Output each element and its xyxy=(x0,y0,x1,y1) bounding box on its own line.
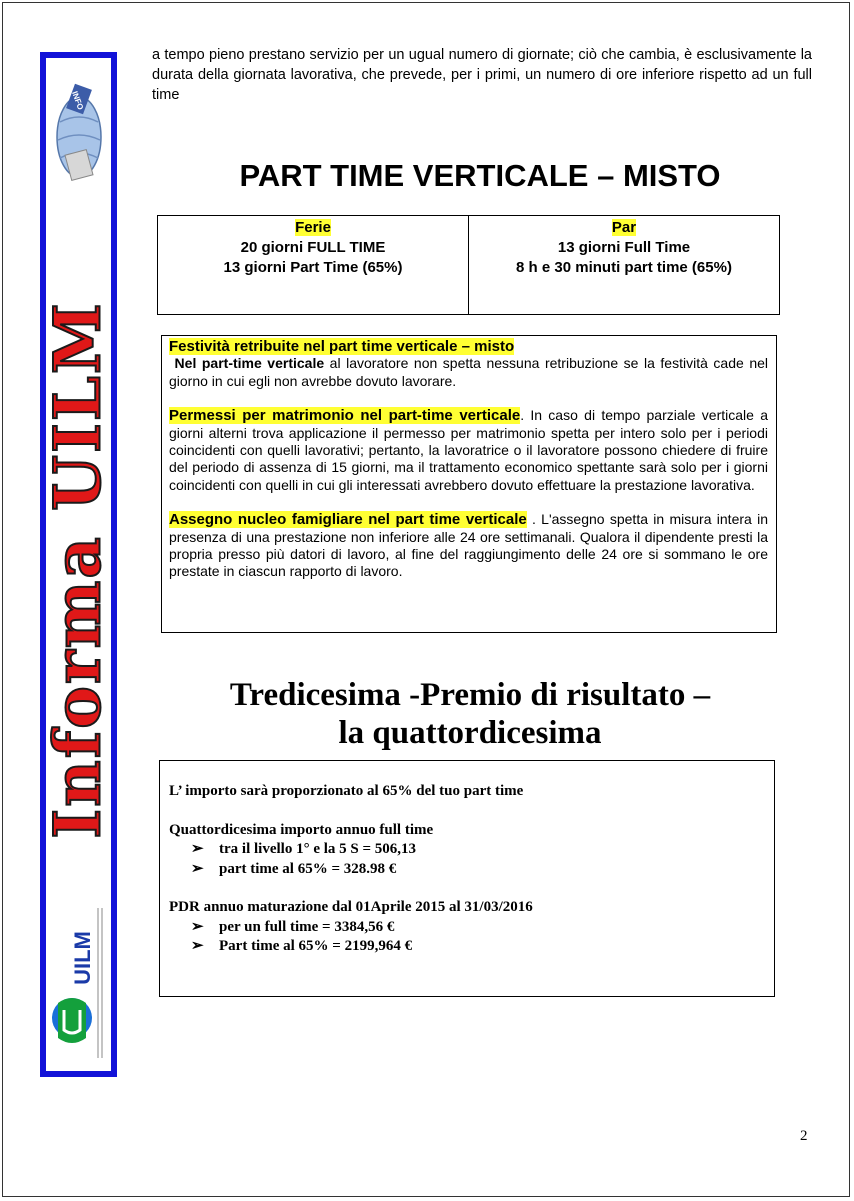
uilm-logo-icon xyxy=(50,898,108,1068)
assegno-paragraph xyxy=(169,511,768,581)
list-item-text: part time al 65% = 328.98 € xyxy=(219,860,397,877)
permessi-heading: Permessi per matrimonio nel part-time verticale xyxy=(169,407,521,425)
intro-paragraph: a tempo pieno prestano servizio per un ugual numero di giornate; ciò che cambia, è esclusivamente la durata della giornata lavorativa, che prevede, per i primi, un numero di ore inferiore rispetto ad un full time xyxy=(152,47,812,103)
section-title-part-time: PART TIME VERTICALE – MISTO xyxy=(239,158,721,193)
ferie-header: Ferie xyxy=(295,219,331,236)
par-line: 13 giorni Full Time xyxy=(557,239,691,256)
assegno-heading: Assegno nucleo famigliare nel part time verticale xyxy=(169,511,527,529)
sidebar-vertical-text: Informa UILM xyxy=(40,301,116,839)
sidebar-banner xyxy=(40,52,117,1077)
section-title-tredicesima xyxy=(160,676,780,752)
uilm-logo-text: UILM xyxy=(70,931,95,985)
list-item xyxy=(169,840,774,860)
ferie-line: 20 giorni FULL TIME xyxy=(240,239,386,256)
festivita-paragraph xyxy=(169,338,768,390)
permessi-paragraph xyxy=(169,407,768,494)
par-header: Par xyxy=(611,219,637,236)
list-item xyxy=(169,860,774,880)
ferie-line: 13 giorni Part Time (65%) xyxy=(223,259,403,276)
ferie-par-table xyxy=(157,215,780,315)
info-globe-logo-icon xyxy=(54,82,104,192)
section-title-line: la quattordicesima xyxy=(338,715,602,751)
page-number: 2 xyxy=(800,1128,808,1144)
list-item xyxy=(169,918,774,938)
list-item xyxy=(169,937,774,957)
festivita-lead: Nel part-time verticale xyxy=(174,355,325,372)
permessi-text: . In caso di tempo parziale verticale a giorni alterni trova applicazione il permesso per matrimonio spetta per intero solo per i periodi coincidenti con quelli lavorativi; pertanto, la lavoratrice o il lavoratore possono chiedere di fruire del periodo di assenza di 15 giorni, ma il trattamento economico spettante sarà solo per i giorni coincidenti con quelli in cui gli interessati avrebbero dovuto effettuare la prestazione lavorativa. xyxy=(169,407,768,493)
info-box xyxy=(161,335,777,633)
par-cell xyxy=(468,216,779,314)
arrow-bullet-icon: ➢ xyxy=(191,918,204,935)
arrow-bullet-icon: ➢ xyxy=(191,860,204,877)
festivita-text: al lavoratore non spetta nessuna retribuzione se la festività cade nel giorno in cui egli non avrebbe dovuto lavorare. xyxy=(169,355,768,389)
arrow-bullet-icon: ➢ xyxy=(191,841,204,857)
quattordicesima-heading: Quattordicesima importo annuo full time xyxy=(169,821,434,838)
arrow-bullet-icon: ➢ xyxy=(191,938,204,954)
list-item-text: tra il livello 1° e la 5 S = 506,13 xyxy=(219,841,417,857)
sidebar-banner-inner xyxy=(40,58,116,1071)
ferie-cell xyxy=(158,216,468,314)
list-item-text: per un full time = 3384,56 € xyxy=(219,918,395,935)
importo-line: L’ importo sarà proporzionato al 65% del tuo part time xyxy=(169,783,524,799)
pdr-heading: PDR annuo maturazione dal 01Aprile 2015 al 31/03/2016 xyxy=(169,899,533,915)
importi-box xyxy=(159,760,775,997)
section-title-line: Tredicesima -Premio di risultato – xyxy=(229,677,711,713)
par-line: 8 h e 30 minuti part time (65%) xyxy=(516,259,732,276)
info-logo-text: INFO xyxy=(70,89,86,112)
festivita-heading: Festività retribuite nel part time verticale – misto xyxy=(169,338,515,355)
list-item-text: Part time al 65% = 2199,964 € xyxy=(219,938,413,954)
assegno-text: . L'assegno spetta in misura intera in presenza di una prestazione non inferiore alle 24 ore settimanali. Qualora il dipendente presti la propria presso più datori di lavoro, al fine del raggiungimento delle 24 ore si sommano le ore prestate in ciascun rapporto di lavoro. xyxy=(169,511,768,580)
